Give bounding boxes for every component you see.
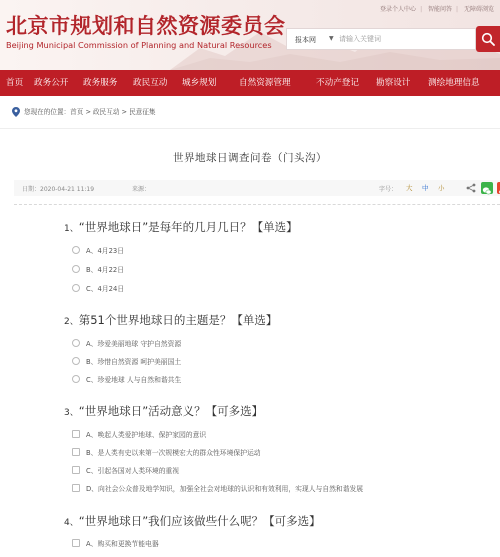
top-links: 登录个人中心 | 智能问答 | 无障碍浏览 [380, 6, 494, 13]
question-text: “世界地球日”活动意义？【可多选】 [78, 404, 264, 418]
question-text: “世界地球日”是每年的几月几日？【单选】 [78, 220, 298, 234]
question-number: 3、 [64, 408, 79, 418]
search-button[interactable] [476, 26, 500, 52]
checkbox[interactable] [72, 466, 80, 474]
page-title: 世界地球日调查问卷（门头沟） [173, 152, 327, 164]
question-4 [64, 513, 321, 529]
radio-button[interactable] [72, 246, 80, 254]
question-number: 1、 [64, 224, 79, 234]
search-input[interactable] [339, 29, 459, 49]
main-nav [0, 70, 500, 96]
checkbox[interactable] [72, 430, 80, 438]
font-size-medium-button[interactable]: 中 [422, 184, 429, 192]
article-meta-bar [14, 180, 500, 196]
radio-button[interactable] [72, 284, 80, 292]
top-link-accessibility[interactable]: 无障碍浏览 [463, 6, 494, 13]
option-label: A、4月23日 [86, 247, 125, 255]
nav-item-gov-affairs-open[interactable]: 政务公开 [34, 78, 69, 88]
search-box [286, 28, 476, 50]
option-label: C、引起各国对人类环境的重视 [86, 467, 180, 475]
breadcrumb-text[interactable]: 您现在的位置：首页 > 政民互动 > 民意征集 [24, 108, 156, 116]
font-size-small-button[interactable]: 小 [438, 184, 445, 192]
nav-item-natural-resources[interactable]: 自然资源管理 [239, 78, 291, 88]
nav-item-home[interactable]: 首页 [6, 78, 24, 88]
radio-button[interactable] [72, 339, 80, 347]
nav-item-real-estate[interactable]: 不动产登记 [316, 78, 359, 88]
nav-item-gov-services[interactable]: 政务服务 [83, 78, 118, 88]
question-text: 第51个世界地球日的主题是？【单选】 [78, 313, 278, 327]
option-label: A、购买和更换节能电器 [86, 540, 159, 548]
radio-button[interactable] [72, 375, 80, 383]
site-title[interactable]: 北京市规划和自然资源委员会 [6, 14, 286, 38]
top-link-qa[interactable]: 智能问答 [428, 6, 453, 13]
triangle-down-icon[interactable]: ▼ [329, 35, 334, 42]
question-number: 4、 [64, 518, 79, 528]
article-source: 来源： [132, 186, 151, 193]
option-label: C、珍爱地球 人与自然和谐共生 [86, 376, 182, 384]
article-date: 日期：2020-04-21 11:19 [22, 186, 95, 193]
nav-item-urban-planning[interactable]: 城乡规划 [182, 78, 217, 88]
option-label: D、向社会公众普及地学知识，加强全社会对地球的认识和有效利用，实现人与自然和谐发展 [86, 485, 364, 493]
option-label: A、珍爱美丽地球 守护自然资源 [86, 340, 182, 348]
top-link-login[interactable]: 登录个人中心 [380, 6, 417, 13]
question-number: 2、 [64, 317, 79, 327]
checkbox[interactable] [72, 448, 80, 456]
radio-button[interactable] [72, 265, 80, 273]
question-2 [64, 312, 277, 328]
site-header [0, 0, 500, 70]
nav-item-geo-info[interactable]: 测绘地理信息 [428, 78, 480, 88]
option-label: A、唤起人类爱护地球、保护家园的意识 [86, 431, 207, 439]
font-size-label: 字号： [379, 186, 398, 193]
option-label: B、4月22日 [86, 266, 125, 274]
site-title-english: Beijing Municipal Commission of Planning and Natural Resources [6, 40, 272, 50]
checkbox[interactable] [72, 539, 80, 547]
location-pin-icon [12, 107, 20, 117]
share-icon[interactable] [466, 183, 476, 193]
search-icon [481, 32, 495, 46]
search-scope-select[interactable]: 报本网 [295, 36, 316, 44]
option-label: B、是人类有史以来第一次规模宏大的群众性环境保护运动 [86, 449, 261, 457]
option-label: C、4月24日 [86, 285, 125, 293]
option-label: B、珍惜自然资源 呵护美丽国土 [86, 358, 182, 366]
divider [14, 204, 500, 205]
nav-item-survey-design[interactable]: 勘察设计 [376, 78, 411, 88]
checkbox[interactable] [72, 484, 80, 492]
wechat-share-icon[interactable] [481, 182, 493, 194]
breadcrumb [0, 96, 500, 129]
nav-item-interaction[interactable]: 政民互动 [133, 78, 168, 88]
question-text: “世界地球日”我们应该做些什么呢？【可多选】 [78, 514, 321, 528]
radio-button[interactable] [72, 357, 80, 365]
font-size-large-button[interactable]: 大 [406, 184, 413, 192]
question-3 [64, 403, 263, 419]
question-1 [64, 219, 298, 235]
wechat-icon [481, 185, 493, 197]
